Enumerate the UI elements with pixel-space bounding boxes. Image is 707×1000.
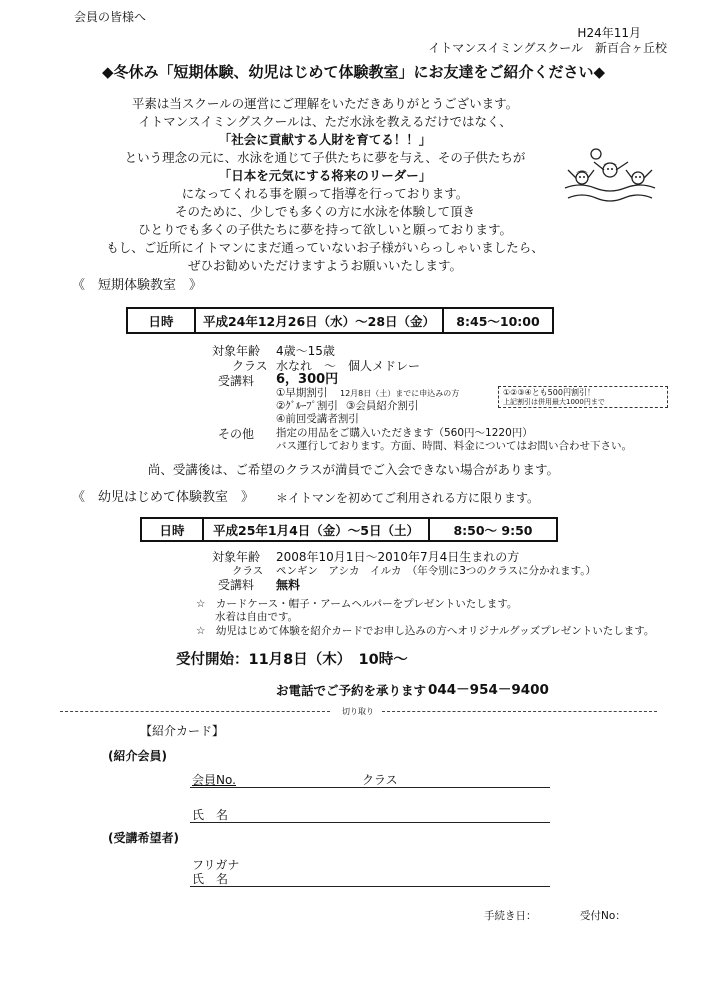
- short-fee-value: 6，300円: [276, 372, 339, 387]
- intro-line-5: 「日本を元気にする将来のリーダー」: [218, 168, 432, 183]
- intro-line-7: そのために、少しでも多くの方に水泳を体験して頂き: [174, 204, 475, 219]
- member-no-field[interactable]: [190, 787, 550, 788]
- short-course-note: 尚、受講後は、ご希望のクラスが満員でご入会できない場合があります。: [147, 462, 560, 477]
- short-time-value: 8:45～10:00: [442, 309, 552, 332]
- card-referrer-label: (紹介会員): [108, 749, 167, 763]
- intro-line-3: 「社会に貢献する人財を育てる！！」: [218, 132, 432, 147]
- short-age-value: 4歳～15歳: [276, 344, 335, 358]
- recipient-text: 会員の皆様へ: [74, 10, 147, 24]
- cut-line-right: [382, 711, 657, 712]
- cut-label: 切り取り: [342, 707, 374, 716]
- applicant-name-field[interactable]: [190, 886, 550, 887]
- discount-early-note: 12月8日（土）までに申込みの方: [340, 389, 460, 398]
- kids-fee-value: 無料: [276, 578, 301, 592]
- kids-date-label: 日時: [159, 522, 185, 538]
- kids-time-value: 8:50～ 9:50: [428, 519, 556, 540]
- kids-course-date-box: [140, 517, 558, 542]
- procedure-date-label: 手続き日：: [484, 910, 537, 922]
- member-no-label: 会員No.: [192, 773, 236, 787]
- short-class-value: 水なれ ～ 個人メドレー: [276, 359, 421, 373]
- referrer-name-label: 氏 名: [192, 808, 229, 822]
- intro-line-8: ひとりでも多くの子供たちに夢を持って欲しいと願っております。: [137, 222, 512, 237]
- discount-group: ②ｸﾞﾙｰﾌﾟ割引: [276, 400, 338, 412]
- short-other-label: その他: [218, 427, 255, 441]
- kids-class-label: クラス: [232, 565, 264, 577]
- kids-course-heading-note: ＊イトマンを初めてご利用される方に限ります。: [276, 491, 540, 505]
- kids-benefit-1b: 水着は自由です。: [215, 611, 299, 623]
- intro-line-6: になってくれる事を願って指導を行っております。: [181, 186, 469, 201]
- swimmers-illustration: [560, 140, 660, 210]
- short-course-date-box: [126, 307, 554, 334]
- discount-summary-box: [498, 386, 668, 408]
- furigana-label: フリガナ: [192, 858, 240, 872]
- short-age-label: 対象年齢: [212, 344, 261, 358]
- short-class-label: クラス: [232, 359, 268, 373]
- intro-line-4: という理念の元に、水泳を通じて子供たちに夢を与え、その子供たちが: [124, 150, 526, 165]
- reception-phone-text: お電話でご予約を承ります: [276, 683, 427, 698]
- kids-benefit-2: ☆ 幼児はじめて体験を紹介カードでお申し込みの方へオリジナルグッズプレゼントいたします。: [196, 625, 655, 637]
- kids-course-heading: 《 幼児はじめて体験教室 》: [72, 490, 255, 505]
- discount-member-referral: ③会員紹介割引: [346, 400, 419, 412]
- card-title: 【紹介カード】: [140, 724, 225, 738]
- short-course-heading: 《 短期体験教室 》: [72, 278, 203, 293]
- kids-class-value: ペンギン アシカ イルカ （年令別に3つのクラスに分かれます。）: [276, 565, 596, 577]
- discount-summary-line-2: 上記割引は併用最大1000円まで: [503, 398, 605, 406]
- referrer-name-field[interactable]: [190, 822, 550, 823]
- short-other-line-2: バス運行しております。方面、時間、料金についてはお問い合わせ下さい。: [276, 440, 632, 452]
- short-other-line-1: 指定の用品をご購入いただきます（560円～1220円）: [276, 427, 533, 439]
- kids-age-value: 2008年10月1日～2010年7月4日生まれの方: [276, 550, 520, 564]
- intro-line-2: イトマンスイミングスクールは、ただ水泳を教えるだけではなく、: [138, 114, 512, 129]
- intro-line-1: 平素は当スクールの運営にご理解をいただきありがとうございます。: [131, 96, 519, 111]
- kids-date-value: 平成25年1月4日（金）～5日（土）: [202, 519, 428, 540]
- short-date-value: 平成24年12月26日（水）～28日（金）: [194, 309, 442, 332]
- short-date-label: 日時: [148, 313, 174, 329]
- kids-benefit-1: ☆ カードケース・帽子・アームヘルパーをプレゼントいたします。: [196, 598, 518, 610]
- kids-fee-label: 受講料: [218, 578, 255, 592]
- discount-summary-line-1: ①②③④とも500円割引！: [503, 388, 595, 397]
- cut-line-left: [60, 711, 330, 712]
- reception-start: 受付開始：11月8日（木） 10時～: [176, 652, 408, 668]
- short-fee-label: 受講料: [218, 374, 255, 388]
- discount-previous: ④前回受講者割引: [276, 413, 359, 425]
- page-title: ◆冬休み「短期体験、幼児はじめて体験教室」にお友達をご紹介ください◆: [101, 63, 606, 81]
- intro-line-9: もし、ご近所にイトマンにまだ通っていないお子様がいらっしゃいましたら、: [106, 240, 544, 255]
- kids-age-label: 対象年齢: [212, 550, 261, 564]
- card-applicant-label: (受講希望者): [108, 831, 179, 845]
- discount-early: ①早期割引: [276, 387, 328, 399]
- applicant-name-label: 氏 名: [192, 872, 229, 886]
- intro-line-10: ぜひお勧めいただけますようお願いいたします。: [187, 258, 462, 273]
- sender-text: イトマンスイミングスクール 新百合ヶ丘校: [428, 41, 667, 55]
- reception-no-label: 受付No：: [580, 910, 626, 922]
- member-class-label: クラス: [362, 773, 398, 787]
- reception-phone-number: 044－954－9400: [428, 682, 549, 698]
- date-text: H24年11月: [577, 26, 641, 40]
